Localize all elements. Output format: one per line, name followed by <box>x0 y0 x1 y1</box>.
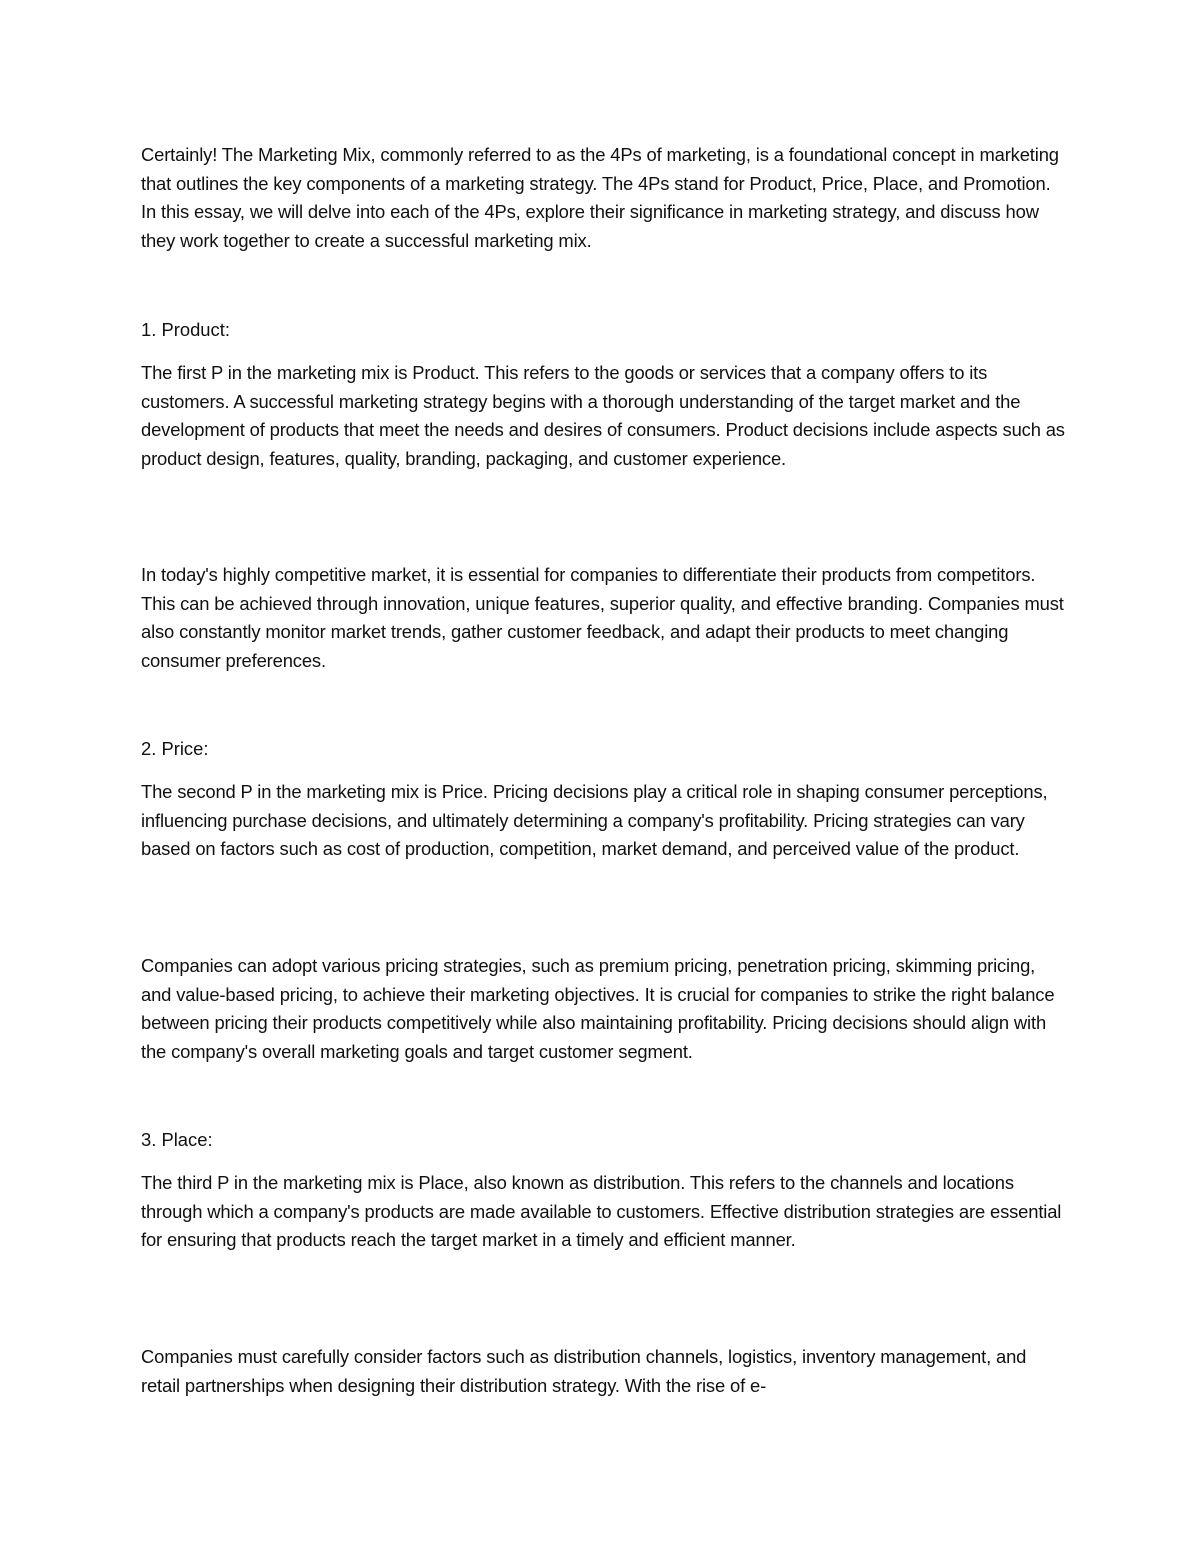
place-paragraph-1: The third P in the marketing mix is Place, also known as distribution. This refers to the channels and locations through which a company's products are made available to customers. Effective distribution strategies are essential for ensuring that products reach the target market in a timely and efficient manner. <box>141 1172 1062 1251</box>
section-heading-price: 2. Price: <box>141 738 209 759</box>
place-paragraph-2: Companies must carefully consider factors such as distribution channels, logistics, inventory management, and retail partnerships when designing their distribution strategy. With the rise of e- <box>141 1346 1027 1396</box>
section-heading-place: 3. Place: <box>141 1129 213 1150</box>
intro-paragraph: Certainly! The Marketing Mix, commonly referred to as the 4Ps of marketing, is a foundational concept in marketing that outlines the key components of a marketing strategy. The 4Ps stand for Product, Price, Place, and Promotion. In this essay, we will delve into each of the 4Ps, explore their significance in marketing strategy, and discuss how they work together to create a successful marketing mix. <box>141 144 1059 252</box>
price-paragraph-2: Companies can adopt various pricing strategies, such as premium pricing, penetration pricing, skimming pricing, and value-based pricing, to achieve their marketing objectives. It is crucial for companies to strike the right balance between pricing their products competitively while also maintaining profitability. Pricing decisions should align with the company's overall marketing goals and target customer segment. <box>141 955 1055 1063</box>
price-paragraph-1: The second P in the marketing mix is Price. Pricing decisions play a critical role in shaping consumer perceptions, influencing purchase decisions, and ultimately determining a company's profitability. Pricing strategies can vary based on factors such as cost of production, competition, market demand, and perceived value of the product. <box>141 781 1048 860</box>
product-paragraph-1: The first P in the marketing mix is Product. This refers to the goods or services that a company offers to its customers. A successful marketing strategy begins with a thorough understanding of the target market and the development of products that meet the needs and desires of consumers. Product decisions include aspects such as product design, features, quality, branding, packaging, and customer experience. <box>141 362 1065 470</box>
section-heading-product: 1. Product: <box>141 319 230 340</box>
product-paragraph-2: In today's highly competitive market, it is essential for companies to differentiate their products from competitors. This can be achieved through innovation, unique features, superior quality, and effective branding. Companies must also constantly monitor market trends, gather customer feedback, and adapt their products to meet changing consumer preferences. <box>141 564 1064 672</box>
